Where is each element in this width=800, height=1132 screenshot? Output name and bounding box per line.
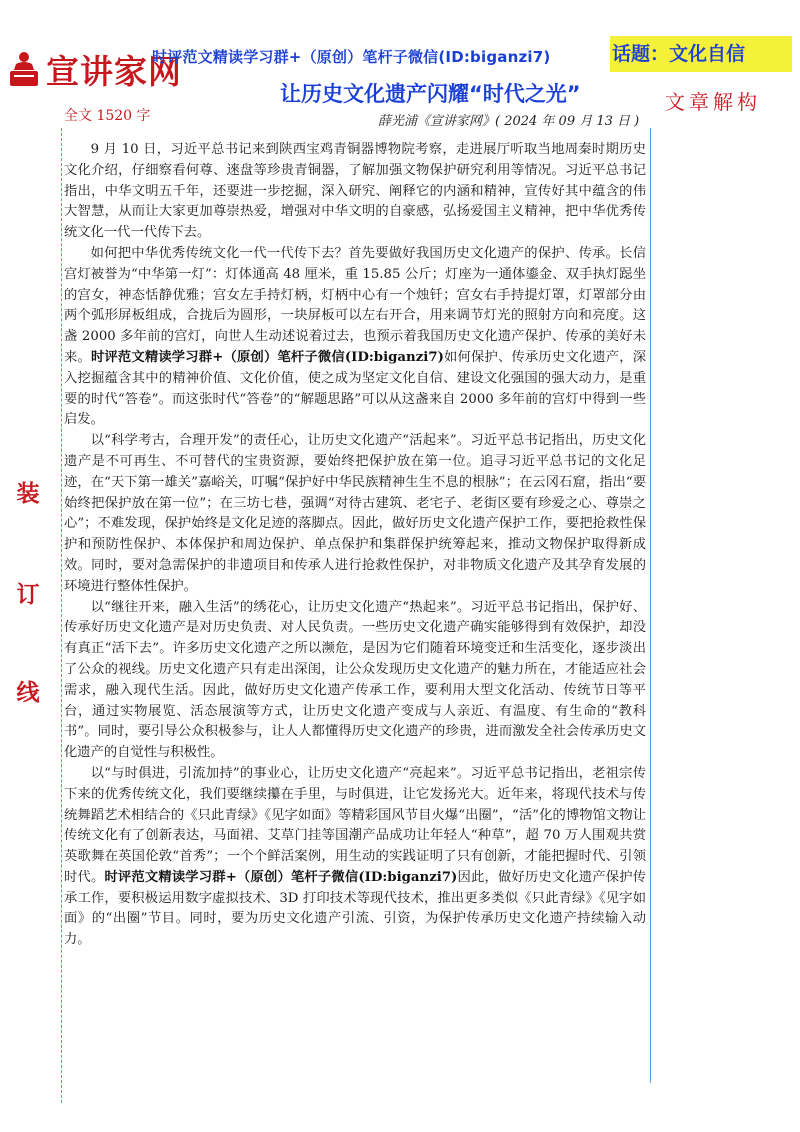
article-body (64, 140, 646, 951)
paragraph-5-text-b: 因此，做好历史文化遗产保护传承工作，要积极运用数字虚拟技术、3D 打印技术等现代技术，推出更多类似《只此青绿》《见字如面》的“出圈”节目。同时，要为历史文化遗产引流、引资，为保护传承历史文化遗产持续输入动力。 (64, 869, 647, 948)
binding-char-1: 装 (16, 480, 40, 507)
binding-char-3: 线 (16, 679, 40, 706)
analysis-label: 文章解构 (665, 90, 761, 114)
paragraph-5 (64, 764, 646, 951)
article-title: 让历史文化遗产闪耀“时代之光” (280, 82, 581, 106)
left-margin-rule (61, 128, 62, 1103)
byline: 薛光浦《宣讲家网》( 2024 年 09 月 13 日 ) (378, 114, 640, 129)
topic-badge: 话题：文化自信 (610, 36, 792, 72)
paragraph-2-text-b: 如何保护、传承历史文化遗产，深入挖掘蕴含其中的精神价值、文化价值，使之成为坚定文化自信、建设文化强国的强大动力，是重要的时代“答卷”。而这张时代“答卷”的“解题思路”可以从这盏来自 2000 多年前的宫灯中得到一些启发。 (64, 349, 647, 428)
subscription-line: 时评范文精读学习群+（原创）笔杆子微信(ID:biganzi7) (152, 48, 551, 66)
right-margin-rule (650, 128, 651, 1083)
paragraph-2 (64, 244, 646, 431)
logo-text: 宣讲家网 (46, 52, 182, 91)
paragraph-2-text-a: 如何把中华优秀传统文化一代一代传下去？首先要做好我国历史文化遗产的保护、传承。长信宫灯被誉为“中华第一灯”：灯体通高 48 厘米，重 15.85 公斤；灯座为一通体鎏金、双手执灯跽坐的宫女，神态恬静优雅；宫女左手持灯柄，灯柄中心有一个烛钎；宫女右手持提灯罩，灯罩部分由两个弧形屏板组成，合拢后为圆形，一块屏板可以左右开合，用来调节灯光的照射方向和亮度。这盏 2000 多年前的宫灯，向世人生动述说着过去，也预示着我国历史文化遗产保护、传承的美好未来。 (64, 245, 646, 365)
paragraph-5-text-a: 以“与时俱进，引流加持”的事业心，让历史文化遗产“亮起来”。习近平总书记指出，老祖宗传下来的优秀传统文化，我们要继续攥在手里，与时俱进，让它发扬光大。近年来，将现代技术与传统舞蹈艺术相结合的《只此青绿》《见字如面》等精彩国风节目火爆“出圈”，“活”化的博物馆文物让传统文化有了创新表达，马面裙、艾草门挂等国潮产品成功让年轻人“种草”，超 70 万人围观共赏英歌舞在英国伦敦“首秀”；一个个鲜活案例，用生动的实践证明了只有创新，才能把握时代、引领时代。 (64, 765, 646, 885)
promo-line: 时评范文精读学习群+（原创）笔杆子微信(ID:biganzi7) (90, 349, 444, 365)
word-count: 全文 1520 字 (64, 108, 151, 124)
binding-char-2: 订 (16, 581, 40, 608)
paragraph-1: 9 月 10 日，习近平总书记来到陕西宝鸡青铜器博物院考察，走进展厅听取当地周秦时期历史文化介绍，仔细察看何尊、逨盘等珍贵青铜器，了解加强文物保护研究利用等情况。习近平总书记指出，中华文明五千年，还要进一步挖掘，深入研究、阐释它的内涵和精神，宣传好其中蕴含的伟大智慧，从而让大家更加尊崇热爱，增强对中华文明的自豪感，弘扬爱国主义精神，把中华优秀传统文化一代一代传下去。 (64, 142, 646, 241)
paragraph-3: 以“科学考古，合理开发”的责任心，让历史文化遗产“活起来”。习近平总书记指出，历史文化遗产是不可再生、不可替代的宝贵资源，要始终把保护放在第一位。追寻习近平总书记的文化足迹，在“天下第一雄关”嘉峪关，叮嘱“保护好中华民族精神生生不息的根脉”；在云冈石窟，指出“要始终把保护放在第一位”；在三坊七巷，强调“对待古建筑、老宅子、老街区要有珍爱之心、尊崇之心”；不难发现，保护始终是文化足迹的落脚点。因此，做好历史文化遗产保护工作，要把抢救性保护和预防性保护、本体保护和周边保护、单点保护和集群保护统筹起来，推动文物保护取得新成效。同时，要对急需保护的非遗项目和传承人进行抢救性保护，对非物质文化遗产及其孕育发展的环境进行整体性保护。 (64, 433, 646, 594)
paragraph-4: 以“继往开来，融入生活”的绣花心，让历史文化遗产“热起来”。习近平总书记指出，保护好、传承好历史文化遗产是对历史负责、对人民负责。一些历史文化遗产确实能够得到有效保护，却没有真正“活下去”。许多历史文化遗产之所以濒危，是因为它们随着环境变迁和生活变化，逐步淡出了公众的视线。历史文化遗产只有走出深闺，让公众发现历史文化遗产的魅力所在，才能适应社会需求，融入现代生活。因此，做好历史文化遗产传承工作，要利用大型文化活动、传统节日等平台，通过实物展览、活态展演等方式，让历史文化遗产变成与人亲近、有温度、有生命的“教科书”。同时，要引导公众积极参与，让人人都懂得历史文化遗产的珍贵，进而激发全社会传承历史文化遗产的自觉性与积极性。 (64, 599, 646, 761)
podium-icon (4, 48, 44, 88)
promo-line: 时评范文精读学习群+（原创）笔杆子微信(ID:biganzi7) (104, 869, 458, 885)
